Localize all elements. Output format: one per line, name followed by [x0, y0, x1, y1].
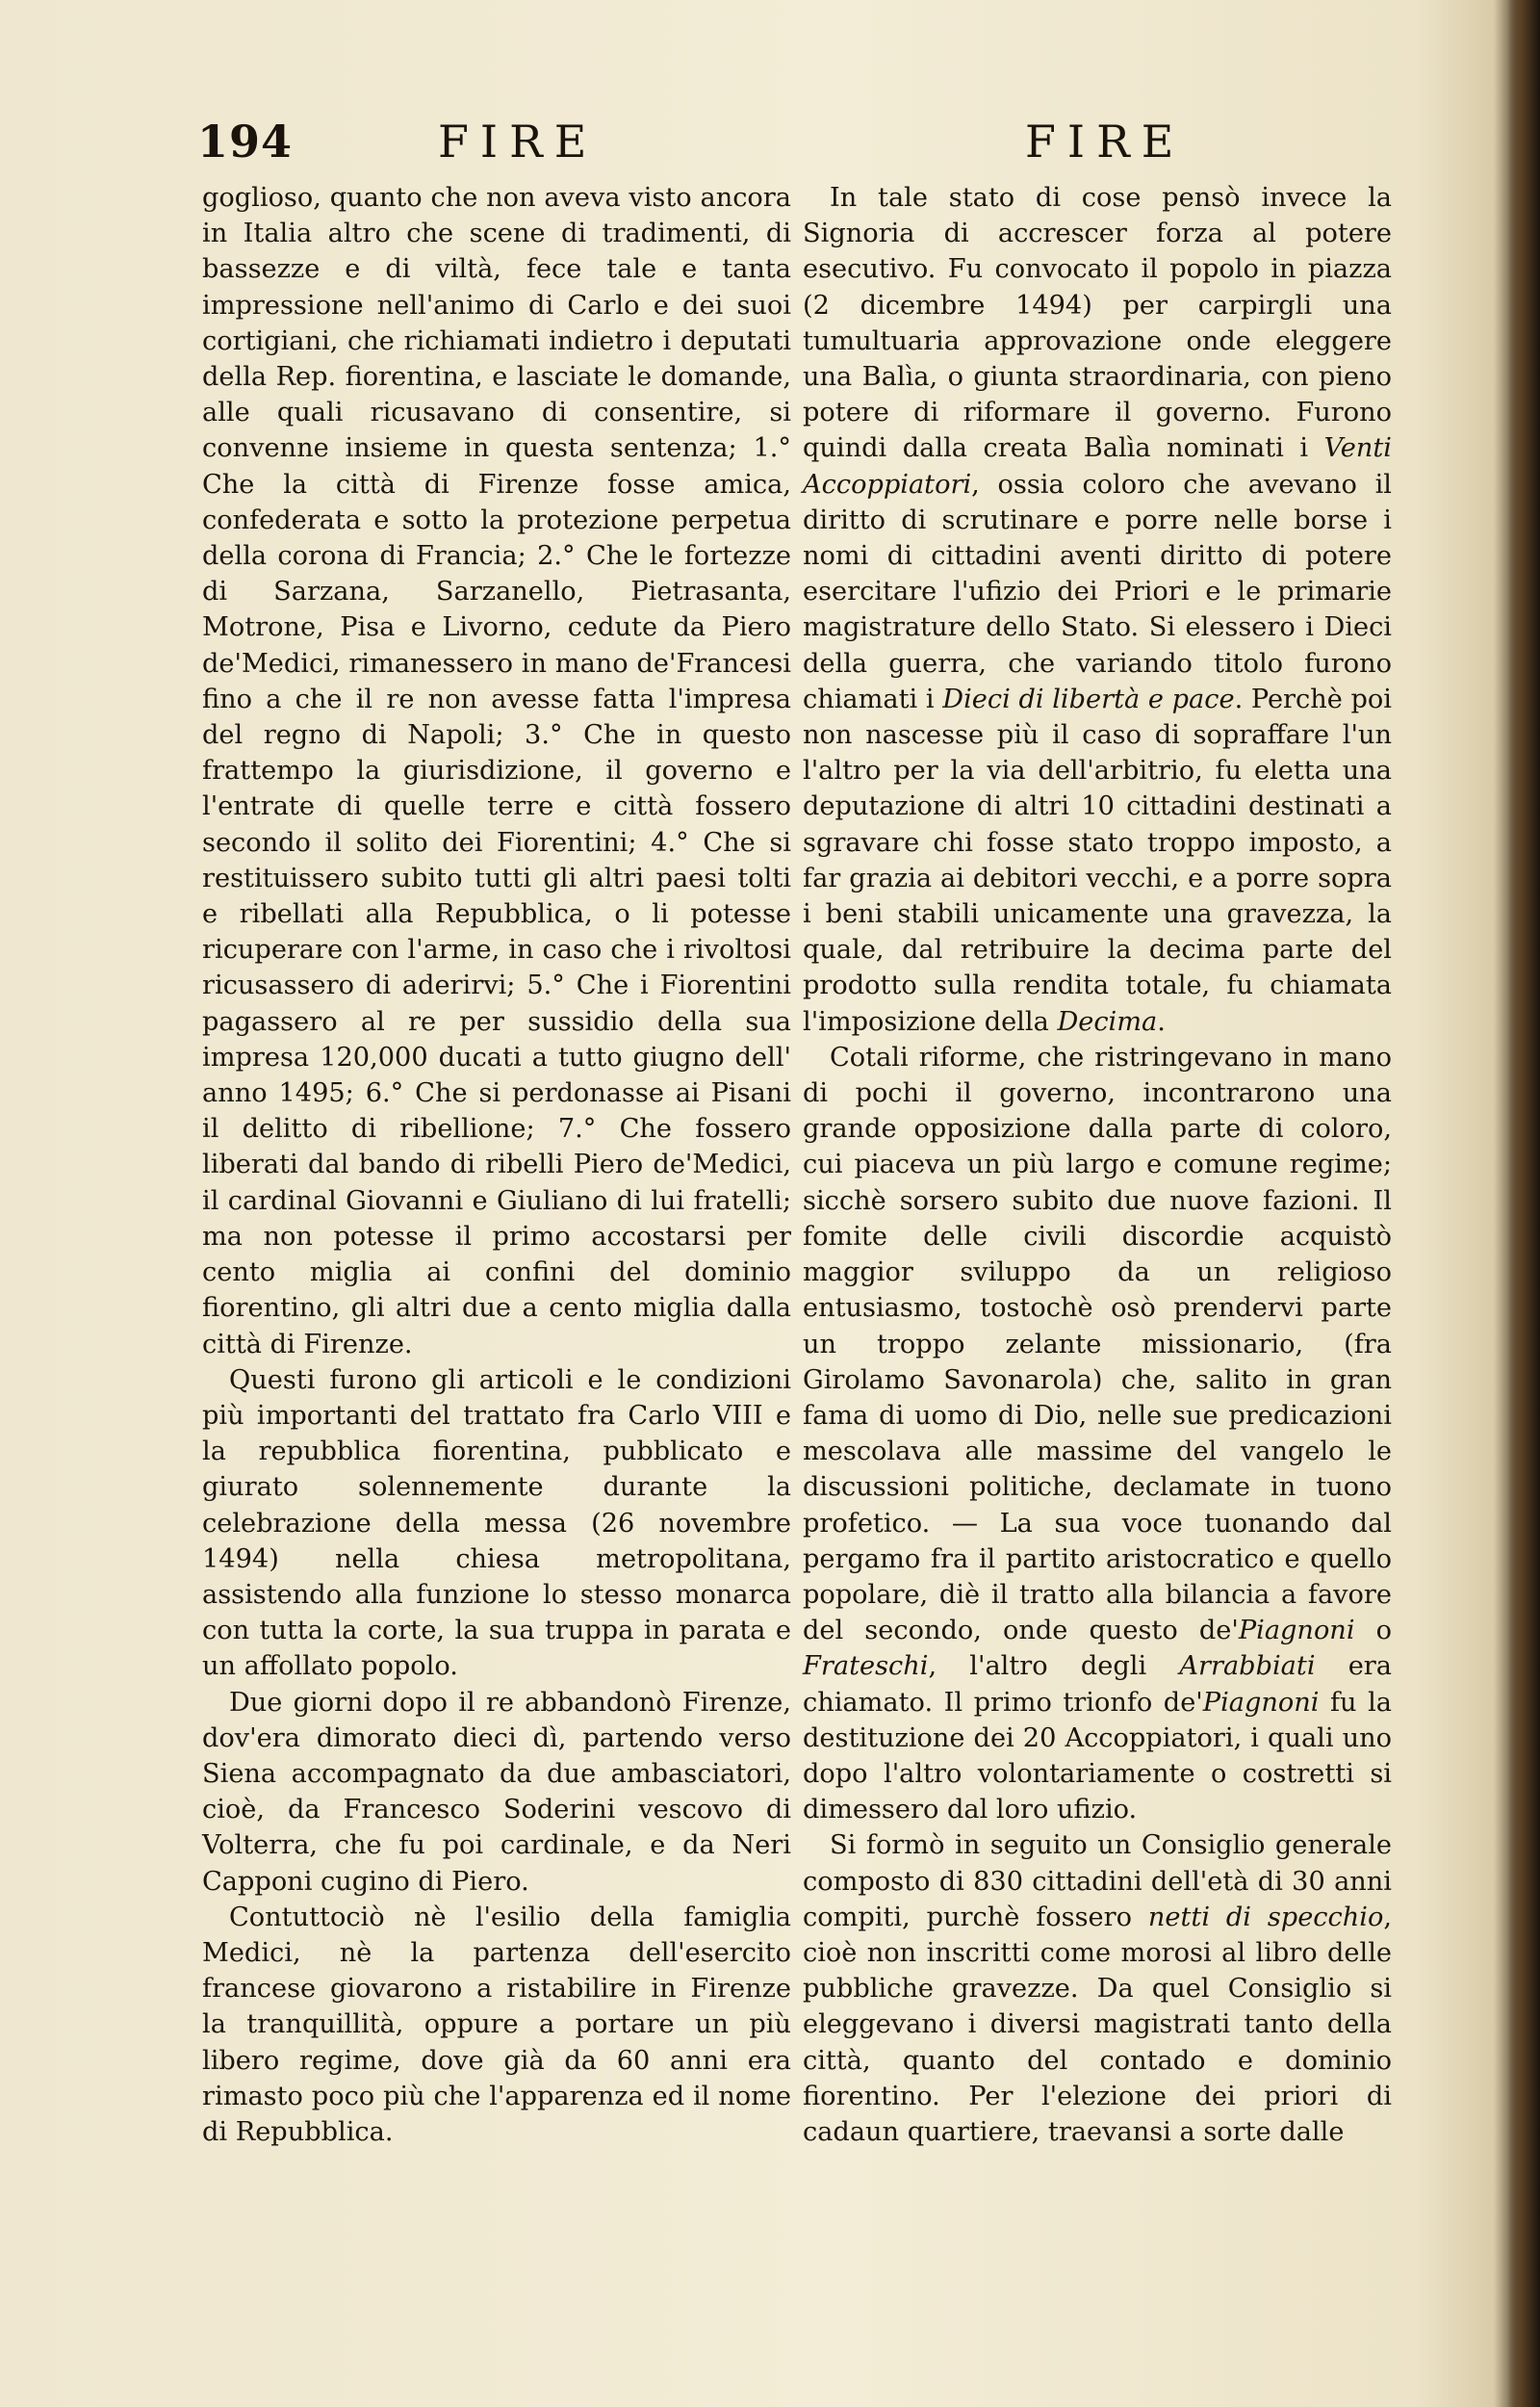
left-paragraph-2: Questi furono gli articoli e le condizioni più importanti del trattato fra Carlo VIII e la repubblica fiorentina, pubblicato e giurato solennemente durante la celebrazione della messa (26 novembre 1494) nella chiesa metropolitana, assistendo alla funzione lo stesso monarca con tutta la corte, la sua truppa in parata e un affollato popolo. [202, 1364, 791, 1682]
running-head-right: FIRE [1025, 116, 1186, 168]
term-netti-di-specchio: netti di specchio [1147, 1902, 1384, 1932]
right-paragraph-2: Cotali riforme, che ristringevano in mano di pochi il governo, incontrarono una grande opposizione dalla parte di coloro, cui piaceva un più largo e comune regime; sicchè sorsero subito due nuove fazioni. Il fomite delle civili discordie acquistò maggior sviluppo da un religioso entusiasmo, tostochè osò prendervi parte un troppo zelante missionario, (fra Girolamo Savonarola) che, salito in gran fama di uomo di Dio, nelle sue predicazioni mescolava alle massime del vangelo le discussioni politiche, declamate in tuono profetico. — La sua voce tuonando dal pergamo fra il partito aristocratico e quello popolare, diè il tratto alla bilancia a favore del secondo, onde questo de'Piagnoni o Frateschi, l'altro degli Arrabbiati era chiamato. Il primo trionfo de'Piagnoni fu la destituzione dei 20 Accoppiatori, i quali uno dopo l'altro volontariamente o costretti si dimessero dal loro ufizio. [803, 1042, 1393, 1825]
right-paragraph-3: Si formò in seguito un Consiglio generale composto di 830 cittadini dell'età di 30 anni compiti, purchè fossero netti di specchio, cioè non inscritti come morosi al libro delle pubbliche gravezze. Da quel Consiglio si eleggevano i diversi magistrati tanto della città, quanto del contado e dominio fiorentino. Per l'elezione dei priori di cadaun quartiere, traevansi a sorte dalle [803, 1830, 1392, 2147]
term-venti-accoppiatori: Venti Accoppiatori [803, 433, 1392, 500]
left-paragraph-1: goglioso, quanto che non aveva visto ancora in Italia altro che scene di tradimenti, di bassezze e di viltà, fece tale e tanta impressione nell'animo di Carlo e dei suoi cortigiani, che richiamati indietro i deputati della Rep. fiorentina, e lasciate le domande, alle quali ricusavano di consentire, si convenne insieme in questa sentenza; 1.° Che la città di Firenze fosse amica, confederata e sotto la protezione perpetua della corona di Francia; 2.° Che le fortezze di Sarzana, Sarzanello, Pietrasanta, Motrone, Pisa e Livorno, cedute da Piero de'Medici, rimanessero in mano de'Francesi fino a che il re non avesse fatta l'impresa del regno di Napoli; 3.° Che in questo frattempo la giurisdizione, il governo e l'entrate di quelle terre e città fossero secondo il solito dei Fiorentini; 4.° Che si restituissero subito tutti gli altri paesi tolti e ribellati alla Repubblica, o li potesse ricuperare con l'arme, in caso che i rivoltosi ricusassero di aderirvi; 5.° Che i Fiorentini pagassero al re per sussidio della sua impresa 120,000 ducati a tutto giugno dell' anno 1495; 6.° Che si perdonasse ai Pisani il delitto di ribellione; 7.° Che fossero liberati dal bando di ribelli Piero de'Medici, il cardinal Giovanni e Giuliano di lui fratelli; ma non potesse il primo accostarsi per cento miglia ai confini del dominio fiorentino, gli altri due a cento miglia dalla città di Firenze. [202, 183, 791, 1359]
term-dieci-di-liberta: Dieci di libertà e pace [942, 684, 1235, 714]
left-column [202, 180, 791, 2150]
term-arrabbiati: Arrabbiati [1179, 1651, 1316, 1682]
right-column [803, 180, 1392, 2150]
term-piagnoni: Piagnoni [1238, 1616, 1355, 1646]
left-paragraph-4: Contuttociò nè l'esilio della famiglia Medici, nè la partenza dell'esercito francese giovarono a ristabilire in Firenze la tranquillità, oppure a portare un più libero regime, dove già da 60 anni era rimasto poco più che l'apparenza ed il nome di Repubblica. [202, 1902, 791, 2147]
term-decima: Decima [1057, 1006, 1158, 1037]
right-paragraph-1: In tale stato di cose pensò invece la Signoria di accrescer forza al potere esecutivo. Fu convocato il popolo in piazza (2 dicembre 1494) per carpirgli una tumultuaria approvazione onde eleggere una Balìa, o giunta straordinaria, con pieno potere di riformare il governo. Furono quindi dalla creata Balìa nominati i Venti Accoppiatori, ossia coloro che avevano il diritto di scrutinare e porre nelle borse i nomi di cittadini aventi diritto di potere esercitare l'ufizio dei Priori e le primarie magistrature dello Stato. Si elessero i Dieci della guerra, che variando titolo furono chiamati i Dieci di libertà e pace. Perchè poi non nascesse più il caso di sopraffare l'un l'altro per la via dell'arbitrio, fu eletta una deputazione di altri 10 cittadini destinati a sgravare chi fosse stato troppo imposto, a far grazia ai debitori vecchi, e a porre sopra i beni stabili unicamente una gravezza, la quale, dal retribuire la decima parte del prodotto sulla rendita totale, fu chiamata l'imposizione della Decima. [803, 183, 1392, 1037]
page-number: 194 [197, 116, 294, 168]
term-frateschi: Frateschi [803, 1651, 929, 1682]
book-spine-shadow [1507, 0, 1540, 2407]
page-header [197, 116, 1400, 173]
term-piagnoni-2: Piagnoni [1202, 1687, 1320, 1718]
left-paragraph-3: Due giorni dopo il re abbandonò Firenze, dov'era dimorato dieci dì, partendo verso Siena accompagnato da due ambasciatori, cioè, da Francesco Soderini vescovo di Volterra, che fu poi cardinale, e da Neri Capponi cugino di Piero. [202, 1687, 791, 1897]
running-head-left: FIRE [438, 116, 599, 168]
